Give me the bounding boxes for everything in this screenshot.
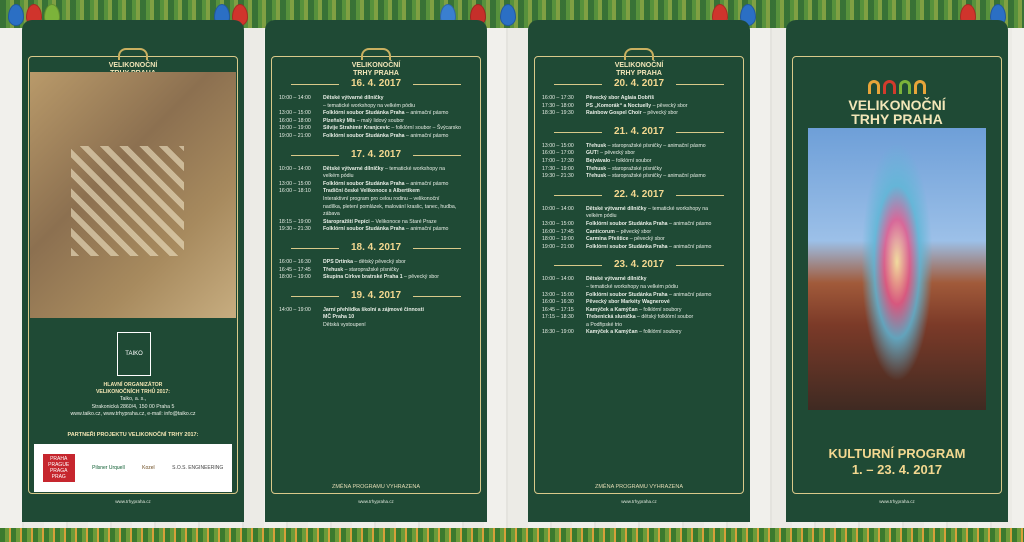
event-title: Dětské výtvarné dílničky — [586, 276, 647, 283]
event-description — [323, 196, 473, 204]
event-note: – tematické workshopy na — [383, 165, 445, 172]
event-time: 17:30 – 18:00 — [542, 102, 574, 109]
event-time — [542, 213, 586, 221]
schedule-row — [279, 219, 473, 227]
event-description — [323, 211, 473, 219]
event-title: Bejvávalo — [586, 157, 611, 164]
event-time: 17:00 – 17:30 — [542, 157, 574, 164]
schedule-row — [542, 292, 736, 300]
organizer-info: HLAVNÍ ORGANIZÁTOR VELIKONOČNÍCH TRHŮ 2017: Taiko, a. s., Strakonická 2860/4, 150 00 Praha 5 www.taiko.cz, www.trhypraha.cz, e-mail: info@taiko.cz — [70, 382, 196, 417]
schedule-row — [542, 143, 736, 151]
event-note: Dětská vystoupení — [323, 321, 366, 328]
event-description — [586, 173, 736, 181]
event-time: 14:00 – 19:00 — [279, 306, 311, 313]
event-description — [323, 188, 473, 196]
day-heading: 18. 4. 2017 — [279, 242, 473, 253]
event-note: – dětský folklórní soubor — [635, 314, 694, 321]
day-heading: 17. 4. 2017 — [279, 149, 473, 160]
event-title: Pěvecký sbor Markéty Wagnerové — [586, 299, 670, 306]
event-note: – pěvecký sbor — [614, 228, 652, 235]
event-description — [323, 125, 473, 133]
schedule-row — [279, 133, 473, 141]
event-title: Folklórní soubor Studánka Praha — [586, 243, 668, 250]
event-description — [586, 284, 736, 292]
event-note: zábava — [323, 211, 340, 218]
panel-program-2 — [528, 20, 750, 522]
event-description — [323, 322, 473, 330]
event-note: – animační pásmo — [404, 180, 449, 187]
schedule-row — [279, 226, 473, 234]
event-time: 19:30 – 21:30 — [279, 226, 311, 233]
event-description — [586, 221, 736, 229]
event-description — [586, 229, 736, 237]
small-logo: VELIKONOČNÍ TRHY PRAHA — [528, 48, 750, 78]
event-description — [586, 276, 736, 284]
market-aerial-image — [30, 72, 236, 318]
event-time — [542, 322, 586, 330]
schedule-row — [279, 211, 473, 219]
partners-logos — [34, 444, 232, 492]
schedule-row — [279, 181, 473, 189]
event-title: Silvije Strahimir Kranjcevic — [323, 125, 390, 132]
event-note: – folklórní soubory — [637, 329, 682, 336]
event-note: – tematické workshopy na velkém pódiu — [323, 102, 415, 109]
schedule-row — [542, 236, 736, 244]
schedule-row — [542, 276, 736, 284]
schedule-row — [279, 103, 473, 111]
event-time: 17:15 – 18:30 — [542, 314, 574, 321]
event-note: – animační pásmo — [667, 243, 712, 250]
partner-logo-sos: S.O.S. ENGINEERING — [172, 465, 224, 471]
event-note: – pěvecký sbor — [628, 236, 665, 243]
event-time: 19:00 – 21:00 — [542, 243, 574, 250]
event-title: GUT! — [586, 150, 599, 157]
partners-title: PARTNEŘI PROJEKTU VELIKONOČNÍ TRHY 2017: — [67, 432, 199, 438]
website-url[interactable]: www.trhypraha.cz — [621, 499, 657, 504]
event-time: 10:00 – 14:00 — [279, 95, 311, 101]
cover-program-title: KULTURNÍ PROGRAM 1. – 23. 4. 2017 — [828, 446, 966, 477]
schedule-row — [542, 158, 736, 166]
event-note: – pěvecký sbor — [402, 274, 439, 281]
event-description — [586, 292, 736, 300]
panel-cover — [786, 20, 1008, 522]
event-title: MČ Praha 10 — [323, 314, 355, 321]
event-time: 16:00 – 18:10 — [279, 188, 311, 195]
event-note: velkém pódiu — [586, 213, 617, 220]
event-note: – animační pásmo — [667, 291, 712, 298]
event-note: – malý lidový soubor — [355, 117, 405, 124]
event-time: 10:00 – 14:00 — [542, 205, 574, 212]
schedule-row — [279, 274, 473, 282]
event-description — [323, 181, 473, 189]
event-description — [586, 236, 736, 244]
event-time: 18:00 – 19:00 — [279, 125, 311, 132]
event-description — [323, 166, 473, 174]
event-title: Třehusk — [586, 165, 607, 172]
event-title: Kamýček a Kamýčan — [586, 306, 638, 313]
event-title: Třehusk — [323, 266, 344, 273]
event-description — [586, 244, 736, 252]
event-description — [586, 95, 736, 103]
event-description — [586, 322, 736, 330]
program-change-note: ZMĚNA PROGRAMU VYHRAZENA — [331, 484, 420, 490]
event-description — [323, 95, 473, 103]
easter-egg-icon — [8, 4, 24, 26]
event-title: Třehusk — [586, 142, 607, 149]
event-note: – animační pásmo — [404, 110, 449, 117]
crown-logo-icon — [624, 48, 654, 60]
event-time: 16:00 – 16:30 — [279, 258, 311, 265]
event-note: – folklórní soubory — [637, 306, 682, 313]
panel-organizer — [22, 20, 244, 522]
event-description — [586, 213, 736, 221]
event-note: – staropražské písničky – animační pásmo — [606, 173, 706, 180]
event-note: – staropražské písničky — [343, 266, 399, 273]
arches-logo-icon — [868, 80, 926, 94]
website-url[interactable]: www.trhypraha.cz — [115, 499, 151, 504]
event-note: – animační pásmo — [404, 226, 449, 233]
event-time: 19:30 – 21:30 — [542, 173, 574, 180]
event-title: PS „Komorák“ a Noctuelly — [586, 102, 652, 109]
event-title: Folklórní soubor Studánka Praha — [323, 226, 405, 233]
event-description — [323, 267, 473, 275]
event-description — [586, 329, 736, 337]
schedule-row — [542, 244, 736, 252]
event-time: 10:00 – 14:00 — [279, 165, 311, 172]
schedule-row — [542, 213, 736, 221]
event-time: 18:00 – 19:00 — [542, 236, 574, 243]
taiko-logo: TAIKO — [117, 332, 151, 376]
event-time — [542, 284, 586, 292]
day-heading: 22. 4. 2017 — [542, 189, 736, 200]
event-note: – pěvecký sbor — [598, 150, 636, 157]
panel-program-1 — [265, 20, 487, 522]
event-time: 17:30 – 19:00 — [542, 165, 574, 172]
schedule-row — [542, 110, 736, 118]
schedule-row — [279, 173, 473, 181]
partner-logo-pilsner: Pilsner Urquell — [92, 465, 125, 471]
event-title: Skupina Církve bratrské Praha 1 — [323, 274, 403, 281]
event-description — [323, 133, 473, 141]
event-title: Kamýček a Kamýčan — [586, 329, 638, 336]
schedule-row — [542, 322, 736, 330]
event-note: – staropražské písničky — [606, 165, 662, 172]
event-time: 16:45 – 17:15 — [542, 306, 574, 313]
event-time: 19:00 – 21:00 — [279, 132, 311, 139]
event-time — [279, 103, 323, 111]
event-title: Folklórní soubor Studánka Praha — [323, 110, 405, 117]
event-title: Folklórní soubor Studánka Praha — [586, 220, 668, 227]
schedule-row — [279, 95, 473, 103]
schedule-row — [542, 284, 736, 292]
schedule-row — [279, 166, 473, 174]
event-time: 16:00 – 16:30 — [542, 299, 574, 306]
event-time: 10:00 – 14:00 — [542, 276, 574, 283]
event-title: Dětské výtvarné dílničky — [323, 95, 384, 101]
event-description — [323, 274, 473, 282]
event-note: – folklórní soubor – Švýcarsko — [389, 125, 461, 132]
schedule-row — [279, 259, 473, 267]
day-heading: 23. 4. 2017 — [542, 259, 736, 270]
day-heading: 20. 4. 2017 — [542, 78, 736, 89]
event-title: Staropražští Pepíci — [323, 218, 370, 225]
schedule-row — [279, 307, 473, 315]
event-description — [323, 314, 473, 322]
schedule-row — [542, 307, 736, 315]
event-note: – Velikonoce na Staré Praze — [369, 218, 437, 225]
event-time — [279, 322, 323, 330]
event-title: Carmina Přeštice — [586, 236, 629, 243]
event-title: Folklórní soubor Studánka Praha — [323, 180, 405, 187]
event-note: – pěvecký sbor — [641, 110, 678, 117]
day-heading: 19. 4. 2017 — [279, 290, 473, 301]
event-time — [279, 173, 323, 181]
website-url[interactable]: www.trhypraha.cz — [358, 499, 394, 504]
event-time: 16:00 – 17:30 — [542, 95, 574, 101]
schedule-row — [542, 150, 736, 158]
event-note: – pěvecký sbor — [651, 102, 688, 109]
event-note: – staropražské písničky – animační pásmo — [606, 142, 706, 149]
schedule-row — [542, 299, 736, 307]
event-note: – dětský pěvecký sbor — [352, 258, 406, 265]
event-time — [279, 314, 323, 322]
event-title: DPS Drtinka — [323, 258, 353, 265]
event-description — [586, 158, 736, 166]
event-description — [323, 219, 473, 227]
schedule-row — [279, 188, 473, 196]
event-note: Interaktivní program pro celou rodinu – velikonoční — [323, 195, 440, 202]
event-description — [586, 103, 736, 111]
event-time: 18:30 – 19:00 — [542, 329, 574, 336]
event-note: nadílka, pletení pomlázek, malování kraslic, tanec, hudba, — [323, 203, 457, 210]
crown-logo-icon — [361, 48, 391, 60]
event-description — [323, 226, 473, 234]
event-description — [323, 204, 473, 212]
event-description — [323, 259, 473, 267]
event-title: Dětské výtvarné dílničky — [323, 165, 384, 172]
event-time — [279, 211, 323, 219]
event-description — [586, 314, 736, 322]
event-description — [586, 206, 736, 214]
schedule-row — [542, 221, 736, 229]
schedule-row — [279, 322, 473, 330]
event-title: Rainbow Gospel Choir — [586, 110, 642, 117]
schedule-row — [279, 204, 473, 212]
event-time: 13:00 – 15:00 — [279, 180, 311, 187]
event-title: Folklórní soubor Studánka Praha — [323, 132, 405, 139]
schedule-row — [542, 314, 736, 322]
event-title: Třehusk — [586, 173, 607, 180]
easter-egg-icon — [500, 4, 516, 26]
schedule-row — [542, 173, 736, 181]
bottom-garland — [0, 528, 1024, 542]
event-title: Dětské výtvarné dílničky — [586, 205, 647, 212]
event-title: Folklórní soubor Studánka Praha — [586, 291, 668, 298]
event-description — [586, 307, 736, 315]
event-time: 16:00 – 17:45 — [542, 228, 574, 235]
event-time: 13:00 – 15:00 — [279, 110, 311, 117]
event-title: Plzeňský Mls — [323, 117, 356, 124]
schedule-row — [542, 166, 736, 174]
schedule-list — [265, 70, 487, 329]
event-description — [323, 173, 473, 181]
event-description — [586, 299, 736, 307]
event-title: Pěvecký sbor Aglaia Dobříš — [586, 95, 655, 101]
schedule-row — [542, 206, 736, 214]
event-title: Tradiční české Velikonoce s Albertikem — [323, 188, 420, 195]
schedule-row — [279, 196, 473, 204]
contact-links[interactable]: www.taiko.cz, www.trhypraha.cz, e-mail: info@taiko.cz — [70, 410, 196, 417]
partner-logo-kozel: Kozel — [142, 465, 155, 471]
event-note: – tematické workshopy na velkém pódiu — [586, 283, 678, 290]
program-change-note: ZMĚNA PROGRAMU VYHRAZENA — [594, 484, 683, 490]
event-description — [586, 166, 736, 174]
event-title: Třebenická sluníčka — [586, 314, 636, 321]
event-time: 16:45 – 17:45 — [279, 266, 311, 273]
event-description — [323, 103, 473, 111]
event-time: 16:00 – 17:00 — [542, 150, 574, 157]
event-time: 18:30 – 19:30 — [542, 110, 574, 117]
website-url[interactable]: www.trhypraha.cz — [879, 499, 915, 504]
partner-logo-praha: PRAHA PRAGUE PRAGA PRAG — [43, 454, 75, 482]
schedule-row — [279, 110, 473, 118]
event-time: 13:00 – 15:00 — [542, 142, 574, 149]
schedule-row — [279, 267, 473, 275]
event-time — [279, 196, 323, 204]
brand-title: VELIKONOČNÍ TRHY PRAHA — [848, 97, 946, 127]
schedule-row — [542, 329, 736, 337]
schedule-row — [279, 125, 473, 133]
schedule-list — [528, 70, 750, 337]
event-description — [586, 143, 736, 151]
event-title: Jarní přehlídka školní a zájmové činnosti — [323, 306, 424, 313]
event-note: a Podřipské trio — [586, 321, 623, 328]
event-note: velkém pódiu — [323, 173, 354, 180]
event-time: 13:00 – 15:00 — [542, 291, 574, 298]
event-note: – tematické workshopy na — [646, 205, 708, 212]
small-logo: VELIKONOČNÍ TRHY PRAHA — [265, 48, 487, 78]
schedule-row — [542, 229, 736, 237]
event-time: 16:00 – 18:00 — [279, 117, 311, 124]
event-title: Canticorum — [586, 228, 615, 235]
event-time — [279, 204, 323, 212]
event-time: 18:15 – 19:00 — [279, 218, 311, 225]
event-note: – folklórní soubor — [610, 157, 652, 164]
event-note: – animační pásmo — [667, 220, 712, 227]
event-time: 13:00 – 15:00 — [542, 220, 574, 227]
event-description — [586, 150, 736, 158]
schedule-row — [542, 103, 736, 111]
event-time: 18:00 – 19:00 — [279, 274, 311, 281]
schedule-row — [279, 314, 473, 322]
event-description — [586, 110, 736, 118]
crown-logo-icon — [118, 48, 148, 60]
event-description — [323, 110, 473, 118]
event-note: – animační pásmo — [404, 132, 449, 139]
day-heading: 21. 4. 2017 — [542, 126, 736, 137]
small-logo: VELIKONOČNÍ — [22, 48, 244, 78]
day-heading: 16. 4. 2017 — [279, 78, 473, 89]
schedule-row — [542, 95, 736, 103]
easter-tree-photo — [808, 128, 986, 410]
